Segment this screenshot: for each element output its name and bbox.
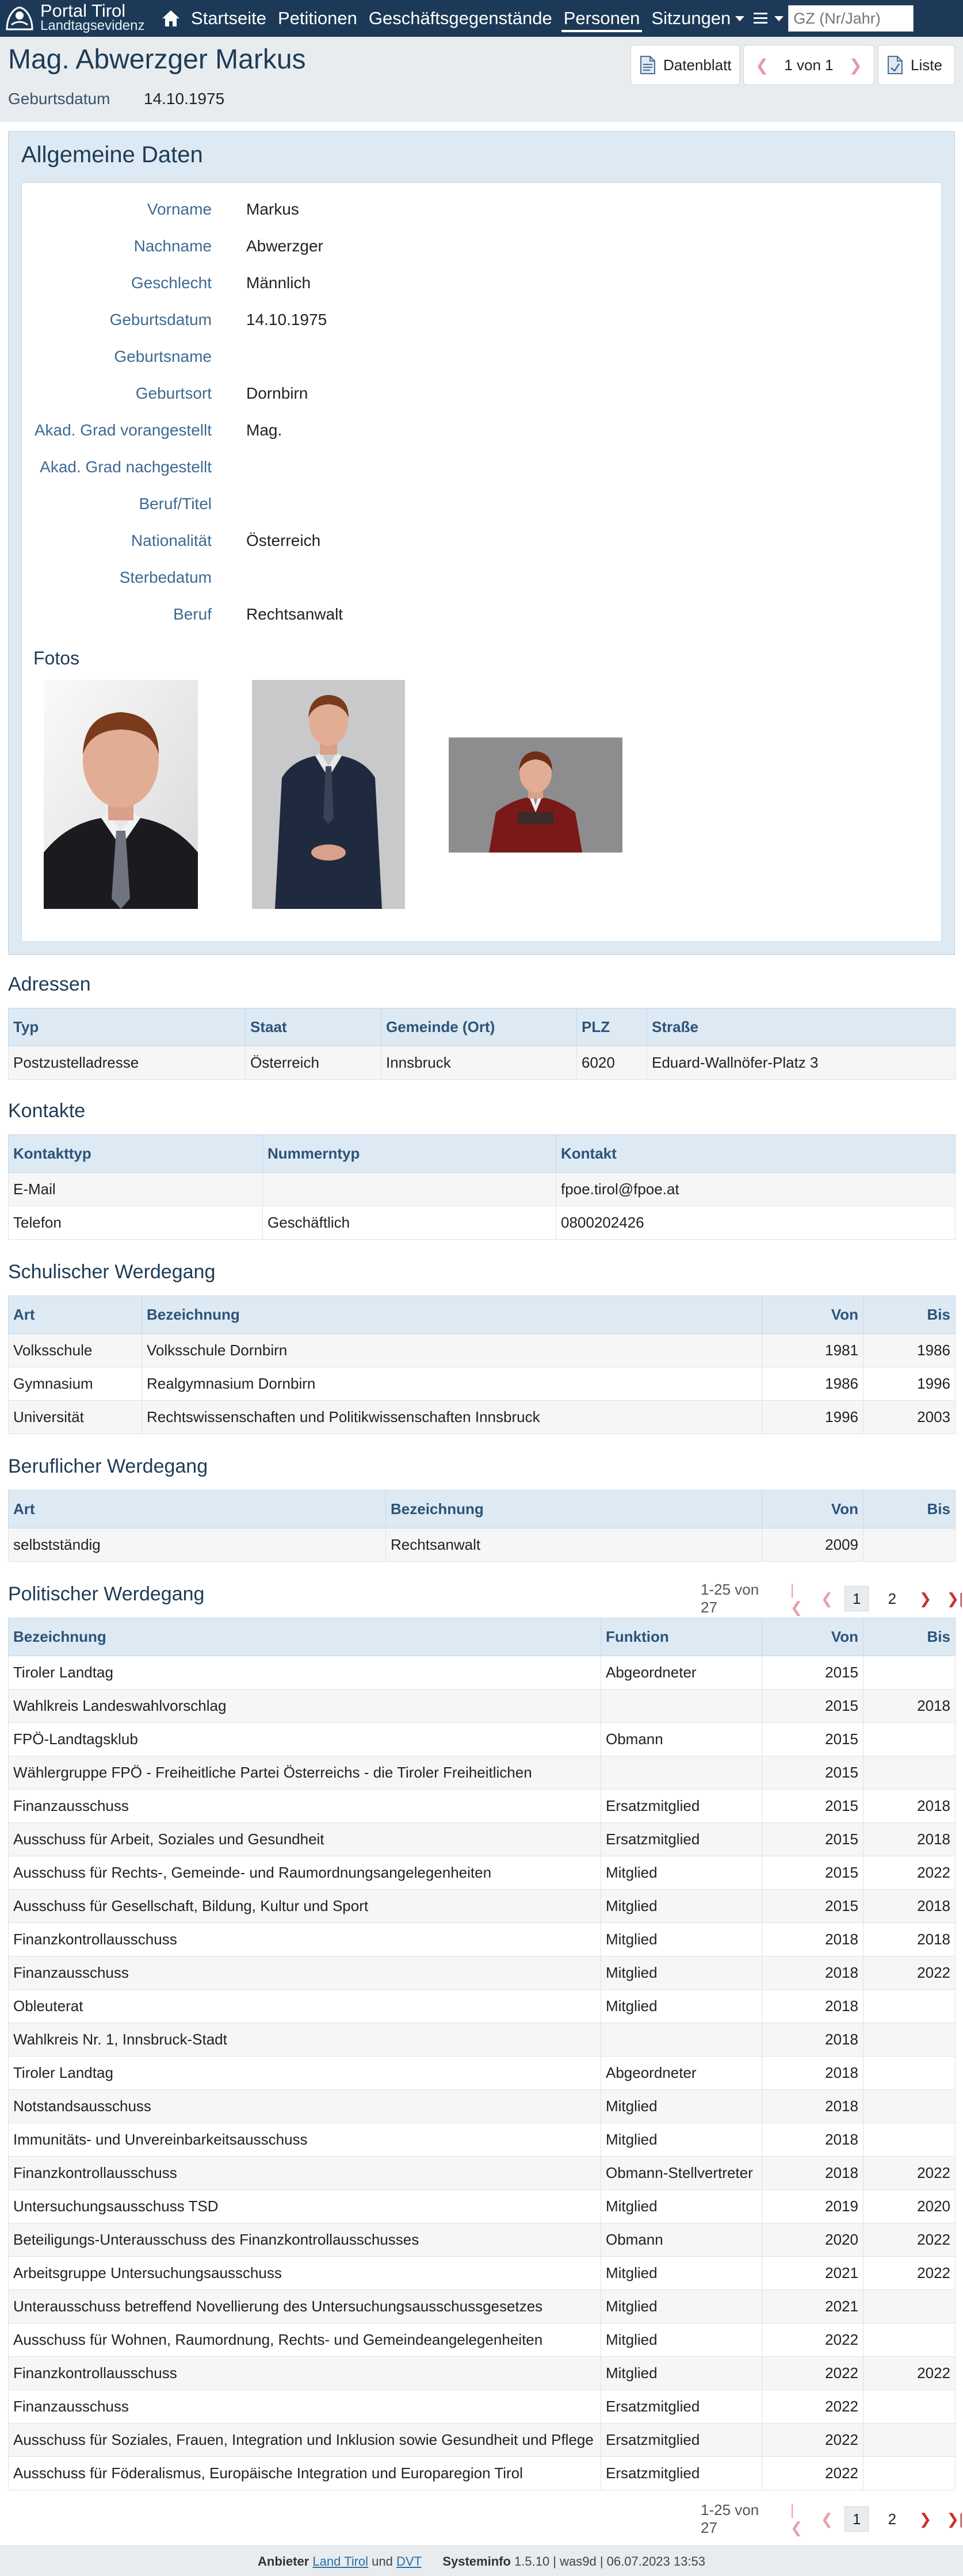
cell-bezeichnung: Untersuchungsausschuss TSD [9,2190,601,2223]
pager-info: 1-25 von 27 [701,2501,759,2536]
col-plz[interactable]: PLZ [577,1008,647,1046]
cell-kontakttyp: Telefon [9,1206,263,1240]
col-bezeichnung[interactable]: Bezeichnung [386,1490,762,1528]
person-header [0,37,963,122]
col-art[interactable]: Art [9,1490,386,1528]
cell-bis [863,1990,956,2023]
field-value-geburtsdatum: 14.10.1975 [246,311,327,328]
cell-bis [863,1656,956,1690]
cell-von: 2021 [762,2290,863,2323]
table-row [9,2157,956,2190]
field-label-geburtsname: Geburtsname [114,347,212,365]
field-label-akad-grad-nach: Akad. Grad nachgestellt [40,458,212,476]
cell-bis [863,1756,956,1790]
cell-bezeichnung: Rechtsanwalt [386,1528,762,1562]
table-row [9,2257,956,2290]
table-row [9,2057,956,2090]
col-bis[interactable]: Bis [863,1618,956,1656]
schulisch-title: Schulischer Werdegang [8,1261,216,1283]
cell-bezeichnung: Finanzkontrollausschuss [9,2157,601,2190]
cell-funktion: Mitglied [601,2357,762,2390]
cell-von: 2022 [762,2424,863,2457]
cell-von: 2015 [762,1890,863,1923]
cell-bis [863,2090,956,2123]
col-kontakt[interactable]: Kontakt [556,1135,956,1173]
cell-funktion [601,1690,762,1723]
cell-strasse: Eduard-Wallnöfer-Platz 3 [647,1046,956,1080]
cell-bezeichnung: Beteiligungs-Unterausschuss des Finanzkontrollausschusses [9,2223,601,2257]
cell-bezeichnung: Tiroler Landtag [9,2057,601,2090]
table-row [9,2190,956,2223]
cell-bezeichnung: Ausschuss für Gesellschaft, Bildung, Kultur und Sport [9,1890,601,1923]
nav-petitionen[interactable]: Petitionen [277,8,357,28]
col-von[interactable]: Von [762,1296,863,1334]
cell-bis [863,2057,956,2090]
cell-bis [863,2123,956,2157]
photo-landscape-3[interactable] [449,737,622,853]
cell-bezeichnung: Tiroler Landtag [9,1656,601,1690]
cell-bis: 2018 [863,1923,956,1956]
cell-nummerntyp: Geschäftlich [263,1206,556,1240]
cell-von: 2018 [762,1956,863,1990]
nav-startseite[interactable]: Startseite [191,8,266,28]
field-label-geburtsort: Geburtsort [135,384,212,402]
anbieter-label: Anbieter [258,2554,309,2569]
kontakte-table [8,1134,956,1240]
cell-bis: 1996 [863,1367,956,1401]
cell-art: selbstständig [9,1528,386,1562]
cell-funktion: Obmann [601,1723,762,1756]
cell-bis [863,1528,956,1562]
last-page-icon[interactable]: ❯| [946,1589,963,1607]
field-value-nachname: Abwerzger [246,237,323,255]
photo-portrait-1[interactable] [44,680,198,909]
nav-sitzungen-label: Sitzungen [651,8,731,28]
cell-von: 2015 [762,1823,863,1856]
cell-bis: 2022 [863,1956,956,1990]
datenblatt-button[interactable] [630,45,740,85]
cell-funktion: Mitglied [601,2290,762,2323]
field-label-nachname: Nachname [133,237,212,255]
table-row [9,1656,956,1690]
last-page-icon[interactable]: ❯| [946,2510,963,2528]
adressen-title: Adressen [8,973,91,995]
systeminfo-value: 1.5.10 | was9d | 06.07.2023 13:53 [514,2554,705,2569]
table-row [9,1173,956,1206]
cell-plz: 6020 [577,1046,647,1080]
systeminfo-label: Systeminfo [442,2554,511,2569]
pager-info: 1-25 von 27 [701,1581,759,1616]
beruflich-table [8,1490,956,1562]
chevron-right-icon[interactable]: ❯ [849,56,862,74]
cell-bis: 2022 [863,2257,956,2290]
birthdate-label: Geburtsdatum [8,90,110,108]
liste-label: Liste [911,56,942,74]
field-value-nationalitaet: Österreich [246,532,321,549]
cell-von: 2009 [762,1528,863,1562]
cell-funktion: Ersatzmitglied [601,1790,762,1823]
prev-page-icon[interactable]: ❮ [820,2510,834,2528]
cell-funktion: Obmann [601,2223,762,2257]
cell-bezeichnung: FPÖ-Landtagsklub [9,1723,601,1756]
cell-funktion: Mitglied [601,2257,762,2290]
cell-von: 2020 [762,2223,863,2257]
cell-bezeichnung: Obleuterat [9,1990,601,2023]
cell-von: 2015 [762,1856,863,1890]
cell-bezeichnung: Finanzkontrollausschuss [9,2357,601,2390]
cell-bezeichnung: Immunitäts- und Unvereinbarkeitsausschuss [9,2123,601,2157]
cell-kontakt: 0800202426 [556,1206,956,1240]
gz-search-input[interactable] [788,5,914,32]
field-value-geburtsort: Dornbirn [246,384,308,402]
cell-bezeichnung: Ausschuss für Arbeit, Soziales und Gesundheit [9,1823,601,1856]
cell-bis [863,2323,956,2357]
table-row [9,2357,956,2390]
liste-button[interactable] [878,45,955,85]
politisch-title: Politischer Werdegang [8,1583,205,1605]
table-row [9,2323,956,2357]
cell-von: 2022 [762,2390,863,2424]
field-value-vorname: Markus [246,200,299,218]
cell-funktion: Ersatzmitglied [601,2424,762,2457]
cell-kontakt: fpoe.tirol@fpoe.at [556,1173,956,1206]
cell-von: 2018 [762,1923,863,1956]
page-2-button[interactable]: 2 [888,1589,897,1607]
kontakte-title: Kontakte [8,1100,86,1122]
first-page-icon[interactable]: |❮ [790,2501,803,2536]
table-row [9,1890,956,1923]
cell-staat: Österreich [246,1046,381,1080]
cell-funktion: Mitglied [601,1923,762,1956]
cell-von: 2022 [762,2357,863,2390]
cell-von: 2018 [762,2057,863,2090]
cell-von: 2018 [762,1990,863,2023]
cell-bezeichnung: Unterausschuss betreffend Novellierung des Untersuchungsausschussgesetzes [9,2290,601,2323]
cell-bezeichnung: Finanzausschuss [9,1956,601,1990]
cell-bis [863,2290,956,2323]
cell-art: Gymnasium [9,1367,142,1401]
cell-von: 2022 [762,2323,863,2357]
cell-bis: 2022 [863,2223,956,2257]
cell-bis: 2022 [863,1856,956,1890]
field-label-vorname: Vorname [147,200,212,218]
cell-von: 2015 [762,1756,863,1790]
table-row [9,1528,956,1562]
table-row [9,1690,956,1723]
table-row [9,1206,956,1240]
table-row [9,2223,956,2257]
brand-link[interactable] [0,0,151,37]
cell-von: 2019 [762,2190,863,2223]
cell-kontakttyp: E-Mail [9,1173,263,1206]
cell-bis: 2020 [863,2190,956,2223]
cell-bezeichnung: Ausschuss für Soziales, Frauen, Integration und Inklusion sowie Gesundheit und Pflege [9,2424,601,2457]
cell-funktion: Mitglied [601,2323,762,2357]
cell-bis: 1986 [863,1334,956,1367]
cell-bezeichnung: Ausschuss für Rechts-, Gemeinde- und Raumordnungsangelegenheiten [9,1856,601,1890]
cell-bezeichnung: Ausschuss für Wohnen, Raumordnung, Rechts- und Gemeindeangelegenheiten [9,2323,601,2357]
cell-funktion [601,1756,762,1790]
field-label-nationalitaet: Nationalität [131,532,212,549]
home-icon[interactable] [156,4,185,33]
record-pager-text: 1 von 1 [784,56,834,74]
nav-personen[interactable]: Personen [558,0,646,37]
cell-funktion: Mitglied [601,2090,762,2123]
cell-bezeichnung: Arbeitsgruppe Untersuchungsausschuss [9,2257,601,2290]
table-row [9,2090,956,2123]
cell-bezeichnung: Rechtswissenschaften und Politikwissenschaften Innsbruck [142,1401,762,1434]
col-art[interactable]: Art [9,1296,142,1334]
cell-bezeichnung: Finanzkontrollausschuss [9,1923,601,1956]
cell-bis [863,1723,956,1756]
cell-funktion: Mitglied [601,2123,762,2157]
chevron-left-icon[interactable]: ❮ [755,56,769,74]
cell-bezeichnung: Finanzausschuss [9,1790,601,1823]
table-row [9,1990,956,2023]
col-gemeinde[interactable]: Gemeinde (Ort) [381,1008,577,1046]
field-label-akad-grad-vor: Akad. Grad vorangestellt [34,421,212,439]
cell-von: 2015 [762,1656,863,1690]
table-row [9,1823,956,1856]
land-tirol-link[interactable]: Land Tirol [312,2554,369,2569]
field-value-geschlecht: Männlich [246,274,311,292]
cell-art: Universität [9,1401,142,1434]
prev-page-icon[interactable]: ❮ [820,1589,834,1607]
allgemeine-daten-content [21,182,942,942]
col-von[interactable]: Von [762,1490,863,1528]
cell-von: 1981 [762,1334,863,1367]
table-row [9,2457,956,2490]
cell-von: 2018 [762,2157,863,2190]
cell-von: 1986 [762,1367,863,1401]
page-1-button[interactable]: 1 [844,1586,869,1611]
schulisch-table [8,1295,956,1434]
table-row [9,1401,956,1434]
table-row [9,1756,956,1790]
cell-typ: Postzustelladresse [9,1046,246,1080]
page-2-button[interactable]: 2 [888,2510,897,2528]
col-kontakttyp[interactable]: Kontakttyp [9,1135,263,1173]
brand-title: Portal Tirol [40,1,126,21]
next-page-icon[interactable]: ❯ [919,2510,932,2528]
cell-funktion: Mitglied [601,1956,762,1990]
col-bis[interactable]: Bis [863,1296,956,1334]
table-row [9,2023,956,2057]
cell-von: 2018 [762,2090,863,2123]
cell-bis [863,2457,956,2490]
top-navbar [0,0,963,37]
field-label-geburtsdatum: Geburtsdatum [109,311,212,328]
cell-funktion: Ersatzmitglied [601,2390,762,2424]
table-row [9,1790,956,1823]
field-label-sterbedatum: Sterbedatum [119,568,212,586]
cell-bis: 2018 [863,1690,956,1723]
table-row [9,2290,956,2323]
beruflich-title: Beruflicher Werdegang [8,1455,208,1477]
cell-von: 2018 [762,2123,863,2157]
politisch-table [8,1618,956,2490]
table-row [9,2123,956,2157]
chevron-down-icon [735,16,744,21]
page-title: Mag. Abwerzger Markus [8,44,306,75]
tirol-eagle-logo-icon [2,2,37,35]
table-row [9,1723,956,1756]
field-label-geschlecht: Geschlecht [131,274,212,292]
nav-sitzungen-dropdown[interactable] [645,0,750,37]
table-row [9,1956,956,1990]
hamburger-menu-button[interactable] [754,0,784,37]
cell-bezeichnung: Ausschuss für Föderalismus, Europäische Integration und Europaregion Tirol [9,2457,601,2490]
cell-bezeichnung: Volksschule Dornbirn [142,1334,762,1367]
pager-top [701,1581,963,1616]
fotos-title: Fotos [33,648,80,668]
field-value-beruf: Rechtsanwalt [246,605,343,623]
list-document-icon [886,55,904,75]
table-row [9,2390,956,2424]
cell-funktion: Ersatzmitglied [601,2457,762,2490]
dvt-link[interactable]: DVT [396,2554,422,2569]
table-row [9,1856,956,1890]
hamburger-icon [754,12,770,25]
cell-art: Volksschule [9,1334,142,1367]
cell-bis [863,2424,956,2457]
cell-von: 2022 [762,2457,863,2490]
cell-bezeichnung: Wahlkreis Nr. 1, Innsbruck-Stadt [9,2023,601,2057]
col-nummerntyp[interactable]: Nummerntyp [263,1135,556,1173]
cell-funktion: Obmann-Stellvertreter [601,2157,762,2190]
cell-funktion: Ersatzmitglied [601,1823,762,1856]
cell-bezeichnung: Wählergruppe FPÖ - Freiheitliche Partei Österreichs - die Tiroler Freiheitlichen [9,1756,601,1790]
cell-von: 2015 [762,1790,863,1823]
col-bezeichnung[interactable]: Bezeichnung [9,1618,601,1656]
cell-funktion: Abgeordneter [601,1656,762,1690]
cell-von: 2021 [762,2257,863,2290]
cell-funktion: Mitglied [601,1990,762,2023]
pager-bottom [701,2501,963,2537]
col-bis[interactable]: Bis [863,1490,956,1528]
field-label-beruf: Beruf [173,605,212,623]
birthdate-value: 14.10.1975 [144,90,225,108]
datenblatt-label: Datenblatt [663,56,732,74]
cell-von: 2015 [762,1723,863,1756]
col-staat[interactable]: Staat [246,1008,381,1046]
col-typ[interactable]: Typ [9,1008,246,1046]
cell-gemeinde: Innsbruck [381,1046,577,1080]
cell-funktion: Mitglied [601,2190,762,2223]
table-row [9,1367,956,1401]
cell-funktion: Mitglied [601,1856,762,1890]
cell-bis [863,2390,956,2424]
first-page-icon[interactable]: |❮ [790,1581,803,1616]
photo-portrait-2[interactable] [252,680,405,909]
adressen-table [8,1008,956,1080]
cell-funktion: Mitglied [601,1890,762,1923]
table-row [9,2424,956,2457]
cell-bis [863,2023,956,2057]
cell-bis: 2018 [863,1823,956,1856]
cell-funktion [601,2023,762,2057]
col-strasse[interactable]: Straße [647,1008,956,1046]
chevron-down-icon [774,16,784,21]
field-value-akad-grad-vor: Mag. [246,421,282,439]
record-pager [743,45,874,85]
allgemeine-daten-title: Allgemeine Daten [21,142,203,167]
table-row [9,1046,956,1080]
table-row [9,1923,956,1956]
cell-bis: 2022 [863,2357,956,2390]
col-funktion[interactable]: Funktion [601,1618,762,1656]
page-footer [0,2545,963,2576]
cell-bis: 2003 [863,1401,956,1434]
cell-von: 2015 [762,1690,863,1723]
cell-bezeichnung: Realgymnasium Dornbirn [142,1367,762,1401]
cell-bis: 2018 [863,1890,956,1923]
cell-von: 1996 [762,1401,863,1434]
cell-bezeichnung: Notstandsausschuss [9,2090,601,2123]
page-1-button[interactable]: 1 [844,2506,869,2532]
col-bezeichnung[interactable]: Bezeichnung [142,1296,762,1334]
nav-geschaeftsgegenstaende[interactable]: Geschäftsgegenstände [368,8,552,28]
cell-bezeichnung: Finanzausschuss [9,2390,601,2424]
document-icon [639,55,656,75]
brand-subtitle: Landtagsevidenz [40,18,145,33]
cell-funktion: Abgeordneter [601,2057,762,2090]
cell-von: 2018 [762,2023,863,2057]
cell-nummerntyp [263,1173,556,1206]
allgemeine-daten-panel [8,131,955,955]
field-label-beruf-titel: Beruf/Titel [139,495,212,513]
next-page-icon[interactable]: ❯ [919,1589,932,1607]
cell-bis: 2022 [863,2157,956,2190]
cell-bezeichnung: Wahlkreis Landeswahlvorschlag [9,1690,601,1723]
table-row [9,1334,956,1367]
footer-und: und [372,2554,393,2569]
cell-bis: 2018 [863,1790,956,1823]
col-von[interactable]: Von [762,1618,863,1656]
